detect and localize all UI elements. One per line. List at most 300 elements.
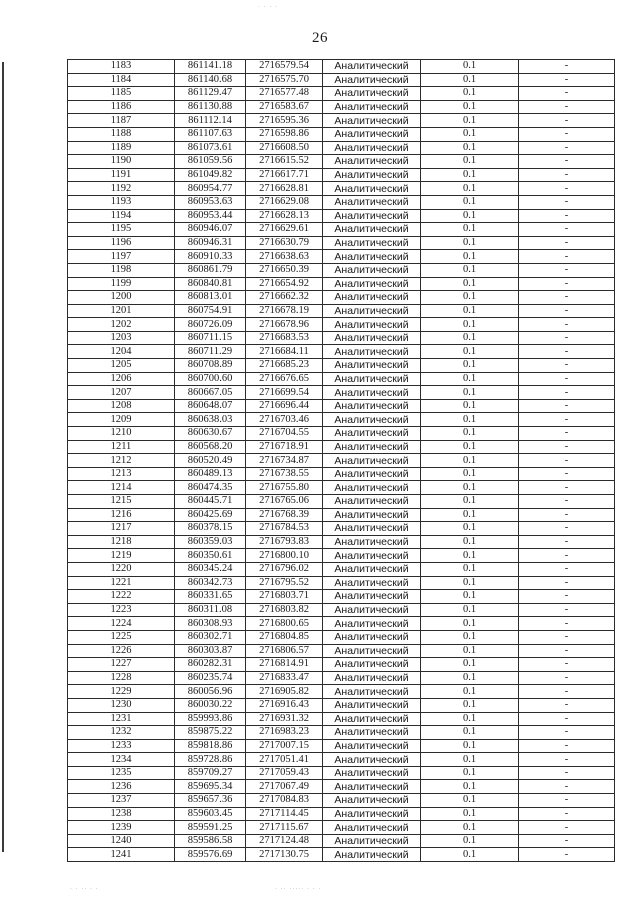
table-row [68, 481, 615, 495]
method-cell: Аналитический [323, 155, 421, 169]
x-coordinate-cell: 860445.71 [175, 495, 246, 509]
note-cell: - [519, 753, 615, 767]
y-coordinate-cell: 2716768.39 [246, 508, 323, 522]
error-cell: 0.1 [421, 562, 519, 576]
table-row [68, 331, 615, 345]
note-cell: - [519, 794, 615, 808]
table-row [68, 182, 615, 196]
error-cell: 0.1 [421, 549, 519, 563]
table-row [68, 263, 615, 277]
y-coordinate-cell: 2716983.23 [246, 726, 323, 740]
y-coordinate-cell: 2716629.08 [246, 195, 323, 209]
note-cell: - [519, 359, 615, 373]
note-cell: - [519, 834, 615, 848]
method-cell: Аналитический [323, 440, 421, 454]
point-number-cell: 1236 [68, 780, 175, 794]
point-number-cell: 1222 [68, 590, 175, 604]
table-row [68, 794, 615, 808]
method-cell: Аналитический [323, 263, 421, 277]
x-coordinate-cell: 860056.96 [175, 685, 246, 699]
point-number-cell: 1186 [68, 100, 175, 114]
x-coordinate-cell: 859576.69 [175, 848, 246, 862]
table-row [68, 726, 615, 740]
table-row [68, 739, 615, 753]
table-row [68, 345, 615, 359]
note-cell: - [519, 549, 615, 563]
x-coordinate-cell: 860474.35 [175, 481, 246, 495]
method-cell: Аналитический [323, 753, 421, 767]
error-cell: 0.1 [421, 127, 519, 141]
error-cell: 0.1 [421, 481, 519, 495]
method-cell: Аналитический [323, 359, 421, 373]
y-coordinate-cell: 2716579.54 [246, 60, 323, 74]
table-row [68, 168, 615, 182]
x-coordinate-cell: 861141.18 [175, 60, 246, 74]
error-cell: 0.1 [421, 698, 519, 712]
point-number-cell: 1208 [68, 399, 175, 413]
table-row [68, 562, 615, 576]
point-number-cell: 1194 [68, 209, 175, 223]
x-coordinate-cell: 860813.01 [175, 291, 246, 305]
table-row [68, 603, 615, 617]
table-row [68, 522, 615, 536]
note-cell: - [519, 318, 615, 332]
y-coordinate-cell: 2716800.65 [246, 617, 323, 631]
y-coordinate-cell: 2716638.63 [246, 250, 323, 264]
note-cell: - [519, 508, 615, 522]
x-coordinate-cell: 859818.86 [175, 739, 246, 753]
method-cell: Аналитический [323, 495, 421, 509]
note-cell: - [519, 726, 615, 740]
x-coordinate-cell: 860953.63 [175, 195, 246, 209]
x-coordinate-cell: 860302.71 [175, 630, 246, 644]
x-coordinate-cell: 860350.61 [175, 549, 246, 563]
note-cell: - [519, 821, 615, 835]
method-cell: Аналитический [323, 413, 421, 427]
table-row [68, 277, 615, 291]
note-cell: - [519, 712, 615, 726]
point-number-cell: 1232 [68, 726, 175, 740]
point-number-cell: 1193 [68, 195, 175, 209]
coordinates-table-container [67, 59, 608, 862]
x-coordinate-cell: 859695.34 [175, 780, 246, 794]
note-cell: - [519, 168, 615, 182]
y-coordinate-cell: 2716617.71 [246, 168, 323, 182]
y-coordinate-cell: 2716575.70 [246, 73, 323, 87]
method-cell: Аналитический [323, 658, 421, 672]
x-coordinate-cell: 860308.93 [175, 617, 246, 631]
method-cell: Аналитический [323, 87, 421, 101]
error-cell: 0.1 [421, 644, 519, 658]
point-number-cell: 1204 [68, 345, 175, 359]
table-row [68, 155, 615, 169]
error-cell: 0.1 [421, 236, 519, 250]
note-cell: - [519, 454, 615, 468]
y-coordinate-cell: 2716803.71 [246, 590, 323, 604]
y-coordinate-cell: 2716793.83 [246, 535, 323, 549]
table-row [68, 372, 615, 386]
y-coordinate-cell: 2716718.91 [246, 440, 323, 454]
point-number-cell: 1218 [68, 535, 175, 549]
error-cell: 0.1 [421, 630, 519, 644]
x-coordinate-cell: 860520.49 [175, 454, 246, 468]
x-coordinate-cell: 860282.31 [175, 658, 246, 672]
y-coordinate-cell: 2717007.15 [246, 739, 323, 753]
note-cell: - [519, 617, 615, 631]
error-cell: 0.1 [421, 766, 519, 780]
note-cell: - [519, 345, 615, 359]
x-coordinate-cell: 860754.91 [175, 304, 246, 318]
table-row [68, 114, 615, 128]
point-number-cell: 1200 [68, 291, 175, 305]
point-number-cell: 1188 [68, 127, 175, 141]
point-number-cell: 1207 [68, 386, 175, 400]
y-coordinate-cell: 2716814.91 [246, 658, 323, 672]
method-cell: Аналитический [323, 535, 421, 549]
table-row [68, 576, 615, 590]
method-cell: Аналитический [323, 617, 421, 631]
error-cell: 0.1 [421, 454, 519, 468]
x-coordinate-cell: 860708.89 [175, 359, 246, 373]
x-coordinate-cell: 859993.86 [175, 712, 246, 726]
point-number-cell: 1201 [68, 304, 175, 318]
method-cell: Аналитический [323, 100, 421, 114]
error-cell: 0.1 [421, 794, 519, 808]
table-row [68, 698, 615, 712]
y-coordinate-cell: 2716678.96 [246, 318, 323, 332]
table-row [68, 304, 615, 318]
y-coordinate-cell: 2716765.06 [246, 495, 323, 509]
table-row [68, 467, 615, 481]
table-row [68, 535, 615, 549]
error-cell: 0.1 [421, 209, 519, 223]
error-cell: 0.1 [421, 522, 519, 536]
point-number-cell: 1206 [68, 372, 175, 386]
error-cell: 0.1 [421, 223, 519, 237]
x-coordinate-cell: 860648.07 [175, 399, 246, 413]
y-coordinate-cell: 2716583.67 [246, 100, 323, 114]
table-row [68, 658, 615, 672]
y-coordinate-cell: 2716654.92 [246, 277, 323, 291]
table-row [68, 549, 615, 563]
note-cell: - [519, 590, 615, 604]
point-number-cell: 1237 [68, 794, 175, 808]
error-cell: 0.1 [421, 73, 519, 87]
x-coordinate-cell: 859875.22 [175, 726, 246, 740]
table-row [68, 223, 615, 237]
method-cell: Аналитический [323, 318, 421, 332]
point-number-cell: 1233 [68, 739, 175, 753]
y-coordinate-cell: 2716615.52 [246, 155, 323, 169]
note-cell: - [519, 73, 615, 87]
x-coordinate-cell: 860954.77 [175, 182, 246, 196]
x-coordinate-cell: 860861.79 [175, 263, 246, 277]
error-cell: 0.1 [421, 658, 519, 672]
method-cell: Аналитический [323, 60, 421, 74]
point-number-cell: 1209 [68, 413, 175, 427]
error-cell: 0.1 [421, 821, 519, 835]
method-cell: Аналитический [323, 304, 421, 318]
y-coordinate-cell: 2716683.53 [246, 331, 323, 345]
method-cell: Аналитический [323, 182, 421, 196]
table-row [68, 671, 615, 685]
method-cell: Аналитический [323, 508, 421, 522]
point-number-cell: 1226 [68, 644, 175, 658]
method-cell: Аналитический [323, 807, 421, 821]
error-cell: 0.1 [421, 386, 519, 400]
note-cell: - [519, 644, 615, 658]
y-coordinate-cell: 2716628.81 [246, 182, 323, 196]
table-row [68, 87, 615, 101]
method-cell: Аналитический [323, 821, 421, 835]
note-cell: - [519, 182, 615, 196]
method-cell: Аналитический [323, 603, 421, 617]
x-coordinate-cell: 860425.69 [175, 508, 246, 522]
y-coordinate-cell: 2716916.43 [246, 698, 323, 712]
x-coordinate-cell: 861049.82 [175, 168, 246, 182]
point-number-cell: 1191 [68, 168, 175, 182]
x-coordinate-cell: 860331.65 [175, 590, 246, 604]
error-cell: 0.1 [421, 495, 519, 509]
x-coordinate-cell: 861107.63 [175, 127, 246, 141]
scan-noise-bottom-left: · · ·· · · [70, 886, 99, 892]
scan-noise-top: · · · · [258, 4, 278, 10]
y-coordinate-cell: 2716629.61 [246, 223, 323, 237]
x-coordinate-cell: 860235.74 [175, 671, 246, 685]
y-coordinate-cell: 2716703.46 [246, 413, 323, 427]
point-number-cell: 1183 [68, 60, 175, 74]
point-number-cell: 1210 [68, 427, 175, 441]
note-cell: - [519, 481, 615, 495]
note-cell: - [519, 100, 615, 114]
x-coordinate-cell: 860342.73 [175, 576, 246, 590]
table-row [68, 685, 615, 699]
x-coordinate-cell: 860568.20 [175, 440, 246, 454]
y-coordinate-cell: 2716795.52 [246, 576, 323, 590]
y-coordinate-cell: 2716577.48 [246, 87, 323, 101]
method-cell: Аналитический [323, 127, 421, 141]
table-row [68, 780, 615, 794]
x-coordinate-cell: 860726.09 [175, 318, 246, 332]
error-cell: 0.1 [421, 304, 519, 318]
method-cell: Аналитический [323, 794, 421, 808]
note-cell: - [519, 671, 615, 685]
table-row [68, 236, 615, 250]
error-cell: 0.1 [421, 263, 519, 277]
y-coordinate-cell: 2716699.54 [246, 386, 323, 400]
x-coordinate-cell: 860946.07 [175, 223, 246, 237]
note-cell: - [519, 331, 615, 345]
x-coordinate-cell: 861059.56 [175, 155, 246, 169]
y-coordinate-cell: 2716803.82 [246, 603, 323, 617]
method-cell: Аналитический [323, 549, 421, 563]
coordinates-table-body [68, 60, 615, 862]
y-coordinate-cell: 2716676.65 [246, 372, 323, 386]
method-cell: Аналитический [323, 834, 421, 848]
note-cell: - [519, 522, 615, 536]
error-cell: 0.1 [421, 318, 519, 332]
note-cell: - [519, 658, 615, 672]
point-number-cell: 1231 [68, 712, 175, 726]
point-number-cell: 1203 [68, 331, 175, 345]
y-coordinate-cell: 2716630.79 [246, 236, 323, 250]
point-number-cell: 1223 [68, 603, 175, 617]
note-cell: - [519, 766, 615, 780]
note-cell: - [519, 87, 615, 101]
x-coordinate-cell: 859603.45 [175, 807, 246, 821]
point-number-cell: 1238 [68, 807, 175, 821]
note-cell: - [519, 372, 615, 386]
error-cell: 0.1 [421, 780, 519, 794]
error-cell: 0.1 [421, 603, 519, 617]
point-number-cell: 1227 [68, 658, 175, 672]
point-number-cell: 1197 [68, 250, 175, 264]
method-cell: Аналитический [323, 386, 421, 400]
y-coordinate-cell: 2716678.19 [246, 304, 323, 318]
x-coordinate-cell: 860489.13 [175, 467, 246, 481]
point-number-cell: 1229 [68, 685, 175, 699]
point-number-cell: 1220 [68, 562, 175, 576]
point-number-cell: 1234 [68, 753, 175, 767]
error-cell: 0.1 [421, 834, 519, 848]
method-cell: Аналитический [323, 685, 421, 699]
note-cell: - [519, 263, 615, 277]
point-number-cell: 1192 [68, 182, 175, 196]
x-coordinate-cell: 860910.33 [175, 250, 246, 264]
error-cell: 0.1 [421, 331, 519, 345]
method-cell: Аналитический [323, 671, 421, 685]
note-cell: - [519, 291, 615, 305]
x-coordinate-cell: 860030.22 [175, 698, 246, 712]
y-coordinate-cell: 2716931.32 [246, 712, 323, 726]
error-cell: 0.1 [421, 590, 519, 604]
note-cell: - [519, 304, 615, 318]
method-cell: Аналитический [323, 562, 421, 576]
y-coordinate-cell: 2716804.85 [246, 630, 323, 644]
x-coordinate-cell: 861112.14 [175, 114, 246, 128]
error-cell: 0.1 [421, 141, 519, 155]
x-coordinate-cell: 860378.15 [175, 522, 246, 536]
x-coordinate-cell: 861129.47 [175, 87, 246, 101]
error-cell: 0.1 [421, 168, 519, 182]
method-cell: Аналитический [323, 331, 421, 345]
y-coordinate-cell: 2717114.45 [246, 807, 323, 821]
method-cell: Аналитический [323, 277, 421, 291]
note-cell: - [519, 739, 615, 753]
x-coordinate-cell: 859591.25 [175, 821, 246, 835]
table-row [68, 495, 615, 509]
x-coordinate-cell: 860630.67 [175, 427, 246, 441]
scan-noise-bottom-center: · ·· ····· · · · [275, 886, 322, 892]
y-coordinate-cell: 2716784.53 [246, 522, 323, 536]
note-cell: - [519, 780, 615, 794]
x-coordinate-cell: 859586.58 [175, 834, 246, 848]
method-cell: Аналитический [323, 141, 421, 155]
table-row [68, 100, 615, 114]
method-cell: Аналитический [323, 250, 421, 264]
method-cell: Аналитический [323, 467, 421, 481]
method-cell: Аналитический [323, 698, 421, 712]
error-cell: 0.1 [421, 195, 519, 209]
x-coordinate-cell: 860946.31 [175, 236, 246, 250]
point-number-cell: 1199 [68, 277, 175, 291]
method-cell: Аналитический [323, 114, 421, 128]
note-cell: - [519, 209, 615, 223]
table-row [68, 766, 615, 780]
point-number-cell: 1239 [68, 821, 175, 835]
error-cell: 0.1 [421, 739, 519, 753]
note-cell: - [519, 576, 615, 590]
method-cell: Аналитический [323, 590, 421, 604]
note-cell: - [519, 467, 615, 481]
method-cell: Аналитический [323, 195, 421, 209]
table-row [68, 291, 615, 305]
table-row [68, 617, 615, 631]
method-cell: Аналитический [323, 291, 421, 305]
error-cell: 0.1 [421, 345, 519, 359]
y-coordinate-cell: 2716734.87 [246, 454, 323, 468]
y-coordinate-cell: 2716598.86 [246, 127, 323, 141]
error-cell: 0.1 [421, 87, 519, 101]
error-cell: 0.1 [421, 726, 519, 740]
x-coordinate-cell: 860311.08 [175, 603, 246, 617]
y-coordinate-cell: 2716684.11 [246, 345, 323, 359]
note-cell: - [519, 141, 615, 155]
point-number-cell: 1189 [68, 141, 175, 155]
error-cell: 0.1 [421, 753, 519, 767]
table-row [68, 590, 615, 604]
y-coordinate-cell: 2716755.80 [246, 481, 323, 495]
error-cell: 0.1 [421, 372, 519, 386]
y-coordinate-cell: 2716905.82 [246, 685, 323, 699]
note-cell: - [519, 630, 615, 644]
y-coordinate-cell: 2716595.36 [246, 114, 323, 128]
table-row [68, 399, 615, 413]
point-number-cell: 1235 [68, 766, 175, 780]
x-coordinate-cell: 860840.81 [175, 277, 246, 291]
table-row [68, 454, 615, 468]
method-cell: Аналитический [323, 223, 421, 237]
page-number: 26 [312, 30, 328, 46]
y-coordinate-cell: 2717067.49 [246, 780, 323, 794]
point-number-cell: 1187 [68, 114, 175, 128]
error-cell: 0.1 [421, 685, 519, 699]
point-number-cell: 1228 [68, 671, 175, 685]
point-number-cell: 1225 [68, 630, 175, 644]
point-number-cell: 1190 [68, 155, 175, 169]
x-coordinate-cell: 861130.88 [175, 100, 246, 114]
error-cell: 0.1 [421, 508, 519, 522]
table-row [68, 712, 615, 726]
y-coordinate-cell: 2717115.67 [246, 821, 323, 835]
point-number-cell: 1202 [68, 318, 175, 332]
point-number-cell: 1196 [68, 236, 175, 250]
y-coordinate-cell: 2716738.55 [246, 467, 323, 481]
x-coordinate-cell: 860638.03 [175, 413, 246, 427]
y-coordinate-cell: 2716833.47 [246, 671, 323, 685]
point-number-cell: 1184 [68, 73, 175, 87]
table-row [68, 753, 615, 767]
method-cell: Аналитический [323, 73, 421, 87]
table-row [68, 359, 615, 373]
table-row [68, 821, 615, 835]
table-row [68, 848, 615, 862]
y-coordinate-cell: 2716662.32 [246, 291, 323, 305]
method-cell: Аналитический [323, 481, 421, 495]
point-number-cell: 1213 [68, 467, 175, 481]
error-cell: 0.1 [421, 60, 519, 74]
error-cell: 0.1 [421, 467, 519, 481]
